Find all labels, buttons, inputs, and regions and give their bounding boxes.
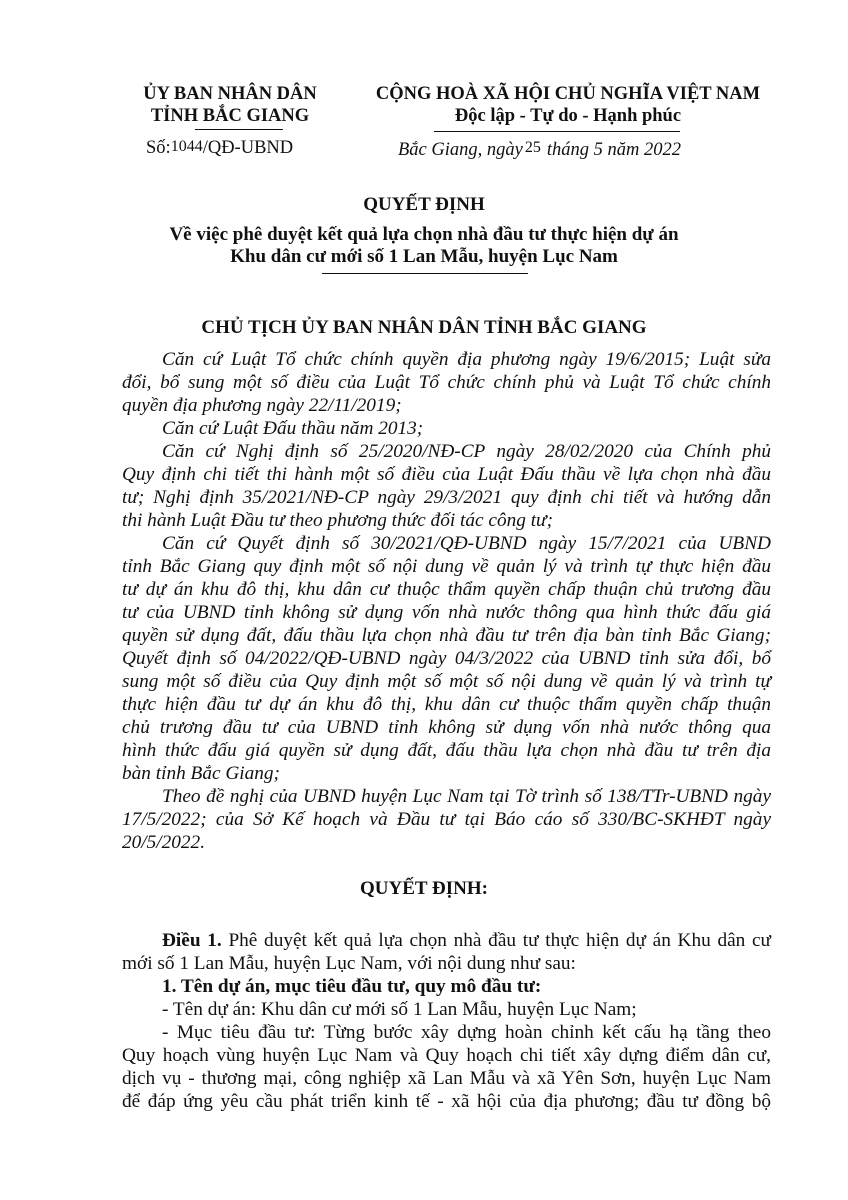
- date-day: 25: [524, 139, 541, 156]
- national-motto: Độc lập - Tự do - Hạnh phúc: [454, 106, 682, 126]
- preamble-line: thi hành Luật Đầu tư theo phương thức đối tác công tư;: [122, 510, 553, 531]
- article-1-line: mới số 1 Lan Mẫu, huyện Lục Nam, với nội dung như sau:: [122, 953, 576, 974]
- article-1-line: Quy hoạch vùng huyện Lục Nam và Quy hoạch chi tiết xây dựng điểm dân cư,: [122, 1045, 771, 1066]
- preamble-line: Theo đề nghị của UBND huyện Lục Nam tại Tờ trình số 138/TTr-UBND ngày: [162, 786, 771, 807]
- preamble-line: quyền sử dụng đất, đấu thầu lựa chọn nhà đầu tư trên địa bàn tỉnh Bắc Giang;: [122, 625, 771, 646]
- preamble-line: chủ trương đầu tư của UBND tỉnh không sử dụng vốn nhà nước thông qua: [122, 717, 771, 738]
- document-heading: QUYẾT ĐỊNH: [363, 194, 485, 215]
- decision-heading: QUYẾT ĐỊNH:: [360, 878, 488, 899]
- article-1-label: Điều 1.: [162, 930, 222, 951]
- preamble-line: quyền địa phương ngày 22/11/2019;: [122, 395, 402, 416]
- article-1-line: để đáp ứng yêu cầu phát triển kinh tế - xã hội của địa phương; đầu tư đồng bộ: [122, 1091, 771, 1112]
- preamble-line: Căn cứ Quyết định số 30/2021/QĐ-UBND ngày 15/7/2021 của UBND: [162, 533, 771, 554]
- preamble-line: bàn tỉnh Bắc Giang;: [122, 763, 280, 784]
- issuing-authority: CHỦ TỊCH ỦY BAN NHÂN DÂN TỈNH BẮC GIANG: [201, 317, 647, 338]
- subject-underline: [322, 273, 528, 274]
- preamble-line: Căn cứ Luật Đấu thầu năm 2013;: [162, 418, 424, 439]
- preamble-line: tỉnh Bắc Giang quy định một số nội dung về quản lý và trình tự thực hiện đầu: [122, 556, 771, 577]
- preamble-line: Quy định chi tiết thi hành một số điều của Luật Đấu thầu về lựa chọn nhà đầu: [122, 464, 771, 485]
- document-number: [146, 138, 293, 159]
- issue-date: [398, 139, 681, 161]
- agency-underline: [195, 129, 283, 130]
- national-title: CỘNG HOÀ XÃ HỘI CHỦ NGHĨA VIỆT NAM: [375, 84, 761, 104]
- article-1-intro: [122, 929, 771, 952]
- preamble-line: Căn cứ Nghị định số 25/2020/NĐ-CP ngày 28/02/2020 của Chính phủ: [162, 441, 771, 462]
- doc-no-prefix: Số:: [146, 138, 171, 158]
- preamble-line: đổi, bổ sung một số điều của Luật Tổ chức chính phủ và Luật Tổ chức chính: [122, 372, 771, 393]
- agency-name-line1: ỦY BAN NHÂN DÂN: [143, 84, 317, 104]
- article-1-line: dịch vụ - thương mại, công nghiệp xã Lan Mẫu và xã Yên Sơn, huyện Lục Nam: [122, 1068, 771, 1089]
- preamble-line: hình thức đấu giá quyền sử dụng đất, đấu thầu lựa chọn nhà đầu tư trên địa: [122, 740, 771, 761]
- section-1-heading: 1. Tên dự án, mục tiêu đầu tư, quy mô đầu tư:: [162, 976, 542, 997]
- preamble-line: tư; Nghị định 35/2021/NĐ-CP ngày 29/3/2021 quy định chi tiết và hướng dẫn: [122, 487, 771, 508]
- document-subject-line1: Về việc phê duyệt kết quả lựa chọn nhà đầu tư thực hiện dự án: [169, 224, 679, 245]
- preamble-line: sung một số điều của Quy định một số một số nội dung về quản lý và trình tự: [122, 671, 771, 692]
- preamble-line: tư dự án khu đô thị, khu dân cư thuộc thẩm quyền chấp thuận chủ trương đầu: [122, 579, 771, 600]
- date-prefix: Bắc Giang, ngày: [398, 140, 523, 160]
- preamble-line: Quyết định số 04/2022/QĐ-UBND ngày 04/3/2022 của UBND tỉnh sửa đổi, bổ: [122, 648, 771, 669]
- preamble-line: 20/5/2022.: [122, 832, 206, 853]
- article-1-line: - Mục tiêu đầu tư: Từng bước xây dựng hoàn chỉnh kết cấu hạ tầng theo: [162, 1022, 771, 1043]
- preamble-line: thực hiện đầu tư dự án khu đô thị, khu dân cư thuộc thẩm quyền chấp thuận: [122, 694, 771, 715]
- motto-underline: [434, 131, 680, 132]
- agency-name-line2: TỈNH BẮC GIANG: [150, 106, 310, 126]
- article-1-text: Phê duyệt kết quả lựa chọn nhà đầu tư thực hiện dự án Khu dân cư: [228, 930, 771, 951]
- article-1-line: - Tên dự án: Khu dân cư mới số 1 Lan Mẫu, huyện Lục Nam;: [162, 999, 637, 1020]
- doc-no-value: 1044: [170, 138, 203, 155]
- date-suffix: tháng 5 năm 2022: [546, 140, 681, 160]
- preamble-line: Căn cứ Luật Tổ chức chính quyền địa phương ngày 19/6/2015; Luật sửa: [162, 349, 771, 370]
- doc-no-suffix: /QĐ-UBND: [202, 138, 294, 158]
- document-subject-line2: Khu dân cư mới số 1 Lan Mẫu, huyện Lục Nam: [230, 246, 618, 267]
- preamble-line: tư của UBND tỉnh không sử dụng vốn nhà nước thông qua hình thức đấu giá: [122, 602, 771, 623]
- preamble-line: 17/5/2022; của Sở Kế hoạch và Đầu tư tại Báo cáo số 330/BC-SKHĐT ngày: [122, 809, 771, 830]
